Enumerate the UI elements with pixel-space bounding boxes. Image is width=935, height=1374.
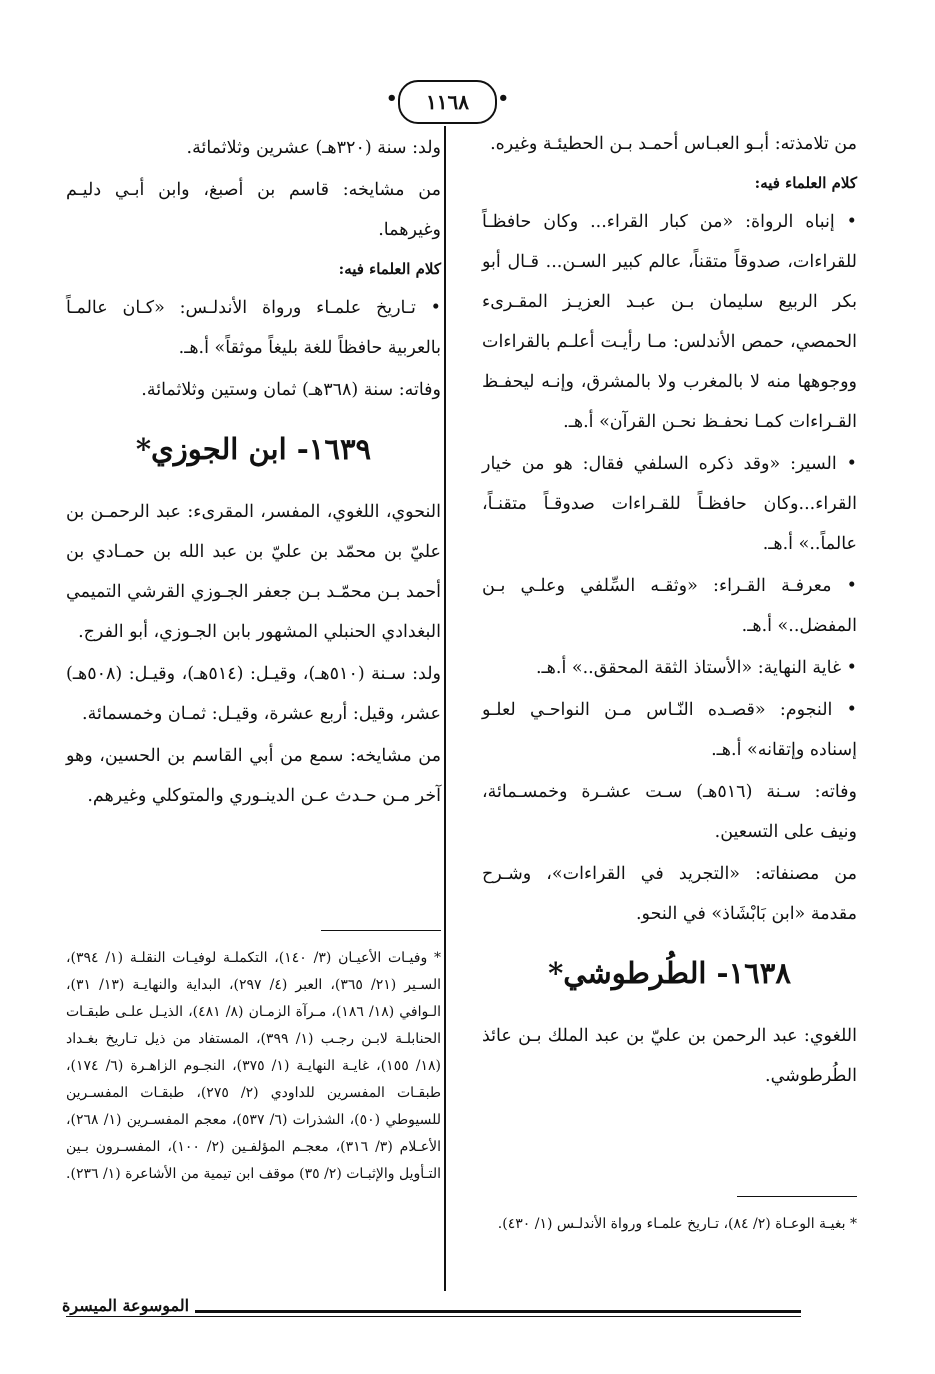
right-footnote: * بغيـة الوعـاة (٢/ ٨٤)، تـاريخ علمـاء ورواة الأندلـس (١/ ٤٣٠).	[497, 1216, 857, 1232]
andalus-quote: • تـاريخ علمـاء ورواة الأندلـس: «كـان عالمـاً بالعربية حافظاً للغة بليغاً موثقاً» أ.هـ.	[66, 288, 441, 368]
column-divider	[444, 126, 446, 1291]
footnote-rule	[737, 1196, 857, 1197]
left-footnote-block	[66, 930, 441, 1188]
page-number: • ١١٦٨ •	[398, 80, 497, 124]
death-paragraph-left: وفاته: سنة (٣٦٨هـ) ثمان وستين وثلاثمائة.	[141, 380, 441, 400]
footer-title: الموسوعة الميسرة	[56, 1296, 195, 1315]
left-column	[66, 128, 441, 818]
marifa-quote: • معرفـة القـراء: «وثقـه السِّلفي وعلـي بـن المفضل..» أ.هـ.	[482, 566, 857, 646]
birth-paragraph: ولد: سنة (٣٢٠هـ) عشرين وثلاثمائة.	[186, 138, 441, 158]
ibn-jawzi-bio: النحوي، اللغوي، المفسر، المقرىء: عبد الرحمـن بن عليّ بن محمّد بن عليّ بن عبد الله بن حمـادي بن أحمد بـن محمّـد بـن جعفر الجـوزي القرشي التميمي البغدادي الحنبلي المشهور بابن الجـوزي، أبو الفرج.	[66, 502, 441, 642]
ibn-jawzi-teachers: من مشايخه: سمع من أبي القاسم بن الحسين، وهو آخر مـن حـدث عـن الدينـوري والمتوكلي وغيرهم.	[66, 746, 441, 806]
ghaya-quote: • غاية النهاية: «الأستاذ الثقة المحقق..» أ.هـ.	[482, 648, 857, 688]
nujum-quote: • النجوم: «قصـده النّـاس مـن النواحـي لعلـو إسناده وإتقانه» أ.هـ.	[482, 690, 857, 770]
footer-rule-thin	[66, 1316, 801, 1317]
students-paragraph: من تلامذته: أبـو العبـاس أحمـد بـن الحطيئـة وغيره.	[490, 134, 857, 154]
teachers-paragraph: من مشايخه: قاسم بن أصبغ، وابن أبـي دليـم وغيرهما.	[66, 180, 441, 240]
right-column	[482, 124, 857, 1098]
turtushi-paragraph: اللغوي: عبد الرحمن بن عليّ بن عبد الملك بـن عائذ الطُرطوشي.	[482, 1026, 857, 1086]
footnote-rule-left	[321, 930, 441, 931]
siyar-quote: • السير: «وقد ذكره السلفي فقال: هو من خيار القراء...وكان حافظـاً للقـراءات صدوقـاً متقنـاً، عالماً..» أ.هـ.	[482, 444, 857, 564]
inbah-quote: • إنباه الرواة: «من كبار القراء... وكان حافظـاً للقراءات، صدوقاً متقناً، عالم كبير السـن... قـال أبو بكر الربيع سليمان بـن عبـد العزيـز المقـرىء الحمصي، حمص الأندلس: مـا رأيـت أعلـم بالقراءات ووجوهها منه لا بالمغرب ولا بالمشرق، وإنـه ليحفـظ القـراءات كمـا نحفـظ نحـن القرآن» أ.هـ.	[482, 202, 857, 442]
left-footnote: * وفيـات الأعيـان (٣/ ١٤٠)، التكملـة لوفيـات النقلـة (١/ ٣٩٤)، السـير (٢١/ ٣٦٥)، العبر (٤/ ٢٩٧)، البداية والنهايـة (١٣/ ٣١)، الـوافي (١٨/ ١٨٦)، مـرآة الزمـان (٨/ ٤٨١)، الذيـل علـى طبقـات الحنابلـة لابـن رجـب (١/ ٣٩٩)، المستفاد من ذيل تـاريخ بغـداد (١٨/ ١٥٥)، غايـة النهايـة (١/ ٣٧٥)، النجـوم الزاهـرة (٦/ ١٧٤)، طبقـات المفسرين للداودي (٢/ ٢٧٥)، طبقـات المفسـرين للسيوطي (٥٠)، الشذرات (٦/ ٥٣٧)، معجم المفسـرين (١/ ٢٦٨)، الأعـلام (٣/ ٣١٦)، معجـم المؤلفـين (٢/ ١٠٠)، المفسـرون بـين التـأويل والإثبـات (٢/ ٣٥) موقف ابن تيمية من الأشاعرة (١/ ٢٣٦).	[66, 950, 442, 1182]
right-footnote-block	[482, 1196, 857, 1238]
scholars-heading-left: كلام العلماء فيه:	[338, 260, 441, 278]
death-paragraph: وفاته: سـنة (٥١٦هـ) سـت عشـرة وخمسـمائة، ونيف على التسعين.	[482, 782, 857, 842]
entry-title-ibn-jawzi: ١٦٣٩- ابن الجوزي*	[135, 432, 372, 466]
entry-title-turtushi: ١٦٣٨- الطُرطوشي*	[548, 956, 791, 990]
works-paragraph: من مصنفاته: «التجريد في القراءات»، وشـرح مقدمة «ابن بَابْشَاذ» في النحو.	[482, 864, 857, 924]
ibn-jawzi-birth: ولد: سـنة (٥١٠هـ)، وقيـل: (٥١٤هـ)، وقيـل: (٥٠٨هـ) عشر، وقيل: أربع عشرة، وقيـل: ثمـان وخمسمائة.	[66, 664, 441, 724]
scholars-heading: كلام العلماء فيه:	[754, 174, 857, 192]
